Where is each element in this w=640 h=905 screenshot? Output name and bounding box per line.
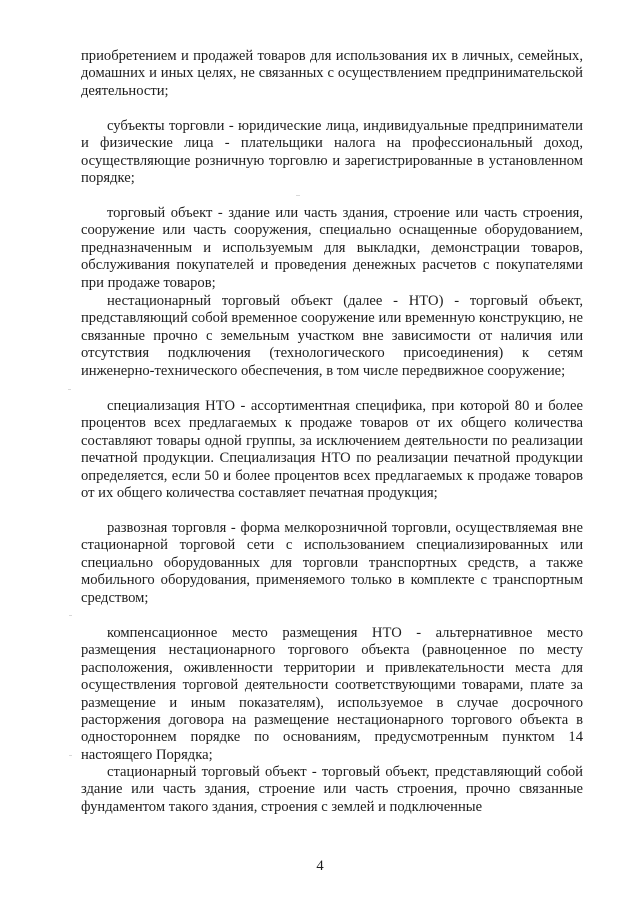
scan-artifact xyxy=(68,389,71,390)
scan-artifact xyxy=(69,755,72,756)
paragraph-compensation-place: компенсационное место размещения НТО - альтернативное место размещения нестационарного торгового объекта (равноценное по месту расположения, оживленности территории и привлекательности места для осуществления торговой деятельности соответствующими товарами, плате за размещение и иным показателям), используемое в случае досрочного расторжения договора на размещение нестационарного торгового объекта в одностороннем порядке по основаниям, предусмотренным пунктом 14 настоящего Порядка; xyxy=(81,625,583,763)
paragraph-nto-specialization: специализация НТО - ассортиментная специфика, при которой 80 и более процентов всех предлагаемых к продаже товаров от их общего количества составляют товары одной группы, за исключением деятельности по реализации печатной продукции. Специализация НТО по реализации печатной продукции определяется, если 50 и более процентов всех предлагаемых к продаже товаров от их общего количества составляет печатная продукция; xyxy=(81,398,583,502)
scan-artifact xyxy=(296,195,300,196)
paragraph-mobile-trade: развозная торговля - форма мелкорозничной торговли, осуществляемая вне стационарной торговой сети с использованием специализированных или специально оборудованных для торговли транспортных средств, а также мобильного оборудования, применяемого только в комплекте с транспортным средством; xyxy=(81,520,583,606)
paragraph-nto-definition: нестационарный торговый объект (далее - НТО) - торговый объект, представляющий собой временное сооружение или временную конструкцию, не связанные прочно с земельным участком вне зависимости от наличия или отсутствия подключения (технологического присоединения) к сетям инженерно-технического обеспечения, в том числе передвижное сооружение; xyxy=(81,293,583,379)
paragraph-continuation: приобретением и продажей товаров для использования их в личных, семейных, домашних и иных целях, не связанных с осуществлением предпринимательской деятельности; xyxy=(81,48,583,99)
paragraph-stationary-object: стационарный торговый объект - торговый объект, представляющий собой здание или часть здания, строение или часть строения, прочно связанные фундаментом такого здания, строения с землей и подключенные xyxy=(81,764,583,815)
paragraph-trade-object: торговый объект - здание или часть здания, строение или часть строения, сооружение или часть сооружения, специально оснащенные оборудованием, предназначенным и используемым для выкладки, демонстрации товаров, обслуживания покупателей и проведения денежных расчетов с покупателями при продаже товаров; xyxy=(81,205,583,291)
scan-artifact xyxy=(69,615,72,616)
page-number: 4 xyxy=(316,858,324,874)
paragraph-trade-subjects: субъекты торговли - юридические лица, индивидуальные предприниматели и физические лица - плательщики налога на профессиональный доход, осуществляющие розничную торговлю и зарегистрированные в установленном порядке; xyxy=(81,118,583,187)
